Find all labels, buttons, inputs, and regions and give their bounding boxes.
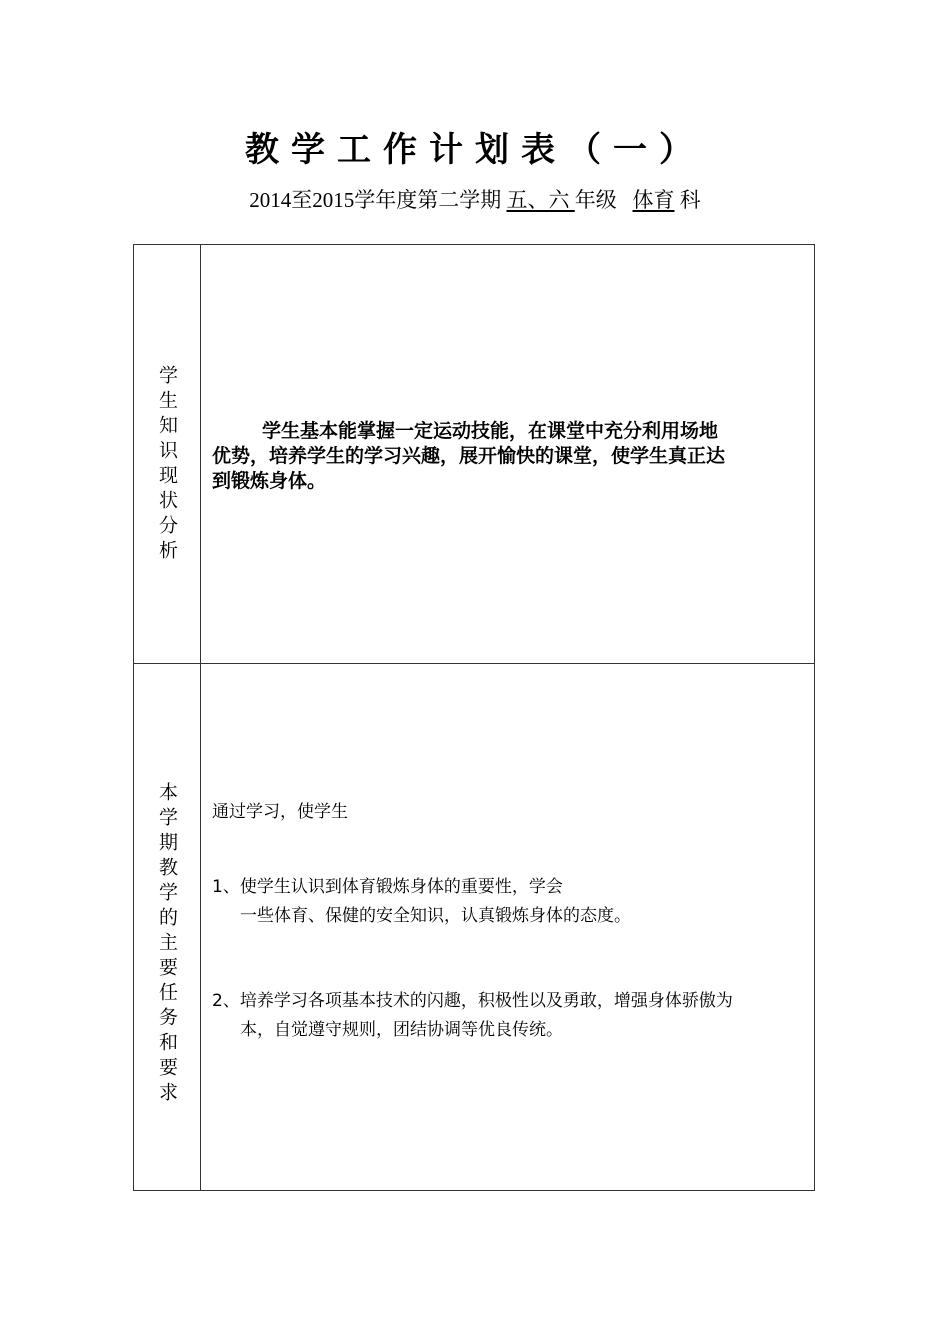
- year-end: 2015: [312, 188, 355, 212]
- analysis-content: 学生基本能掌握一定运动技能，在课堂中充分利用场地优势，培养学生的学习兴趣，展开愉快的课堂，使学生真正达到锻炼身体。: [212, 420, 726, 492]
- requirement-item: [212, 987, 808, 1045]
- table-row-tasks: [134, 664, 814, 1190]
- row-content-cell: [202, 664, 814, 1190]
- requirement-line: 1、使学生认识到体育锻炼身体的重要性，学会: [212, 877, 563, 897]
- tasks-intro: 通过学习，使学生: [212, 802, 348, 822]
- requirement-line: 2、培养学习各项基本技术的闪趣，积极性以及勇敢，增强身体骄傲为: [212, 991, 733, 1011]
- row-content-cell: [202, 245, 814, 663]
- subject-value: 体育: [632, 188, 675, 212]
- requirement-item: [212, 873, 808, 931]
- year-start: 2014: [249, 188, 292, 212]
- row-label-tasks: 本学期教学的主要任务和要求: [156, 781, 178, 1107]
- row-label-analysis: 学生知识现状分析: [156, 365, 178, 565]
- page-title: 教学工作计划表（一）: [245, 130, 705, 170]
- grade-value: 五、六: [506, 188, 575, 212]
- subtitle-line: [0, 184, 950, 216]
- row-label-cell: [134, 664, 201, 1190]
- term-text: 学年度第二学期: [354, 188, 502, 212]
- plan-table: [133, 244, 815, 1191]
- grade-label: 年级: [574, 188, 617, 212]
- requirement-line-cont: 一些体育、保健的安全知识，认真锻炼身体的态度。: [240, 906, 631, 926]
- requirement-line-cont: 本，自觉遵守规则，团结协调等优良传统。: [240, 1020, 563, 1040]
- year-separator: 至: [291, 188, 313, 212]
- row-label-cell: [134, 245, 201, 663]
- subject-label: 科: [679, 188, 701, 212]
- table-row-analysis: [134, 245, 814, 664]
